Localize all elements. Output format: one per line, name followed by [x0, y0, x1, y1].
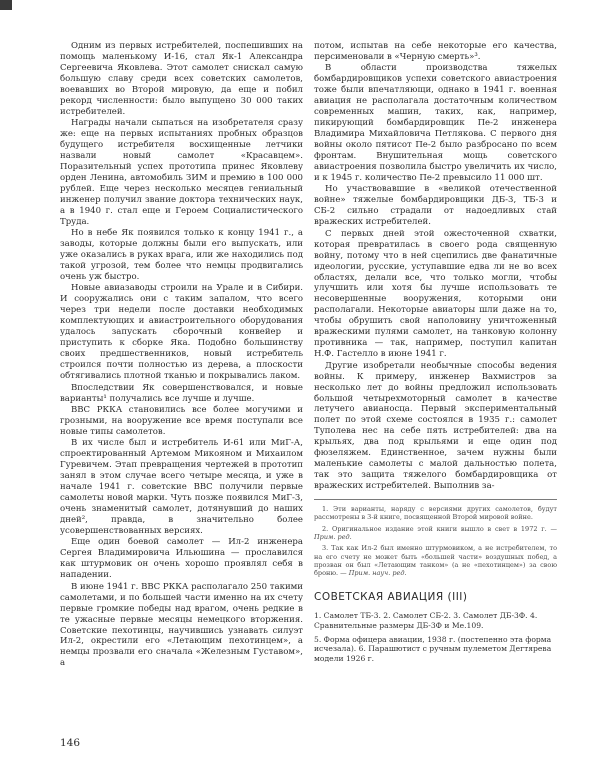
footnote: 1. Эти варианты, наряду с версиями других самолетов, будут рассмотрены в 3-й книге, посвященной Второй мировой войне.: [314, 505, 557, 522]
paragraph: С первых дней этой ожесточенной схватки, которая превратилась в своего рода священную войну, потому что в ней сцепились две фанатичные идеологии, русские, уступавшие едва ли не во всех областях, делали все, что только могли, чтобы улучшить или хотя бы лучше использовать те несовершенные вооружения, которыми они располагали. Некоторые авиаторы шли даже на то, чтобы обрушить свой наполовину уничтоженный вражескими пулями самолет, на танковую колонну противника — так, например, поступил капитан Н.Ф. Гастелло в июне 1941 г.: [314, 228, 557, 360]
paragraph: Но в небе Як появился только к концу 1941 г., а заводы, которые должны были его выпускать, или уже оказались в руках врага, или же находились под такой угрозой, тем более что немцы продвигались очень уж быстро.: [60, 228, 303, 283]
paragraph: Новые авиазаводы строили на Урале и в Сибири. И сооружались они с таким запалом, что всего через три недели после доставки необходимых комплектующих и авиастроительного оборудования удалось запускать сборочный конвейер и приступить к сборке Яка. Подобно большинству своих предшественников, новый истребитель строился почти полностью из дерева, а плоскости обтягивались плотной тканью и покрывались лаком.: [60, 283, 303, 382]
paragraph: В области производства тяжелых бомбардировщиков успехи советского авиастроения тоже были впечатляющи, однако в 1941 г. военная авиация не располагала достаточным количеством современных машин, таких, как, например, пикирующий бомбардировщик Пе-2 инженера Владимира Михайловича Петлякова. С первого дня войны около пятисот Пе-2 было разбросано по всем фронтам. Внушительная мощь советского авиастроения позволила быстро увеличить их число, и к 1945 г. количество Пе-2 превысило 11 000 шт.: [314, 63, 557, 183]
section-heading: СОВЕТСКАЯ АВИАЦИЯ (III): [314, 591, 468, 604]
paragraph: потом, испытав на себе некоторые его качества, персименовали в «Черную смерть»³.: [314, 41, 557, 62]
right-text-column: [314, 41, 557, 668]
scan-corner-mark: [0, 0, 12, 10]
paragraph: Еще один боевой самолет — Ил-2 инженера Сергея Владимировича Ильюшина — прославился как штурмовик он очень хорошо проявлял себя в нападении.: [60, 537, 303, 581]
footnote-divider: [314, 499, 557, 500]
paragraph: Одним из первых истребителей, поспешивших на помощь маленькому И-16, стал Як-1 Александра Сергеевича Яковлева. Этот самолет снискал самую большую славу среди всех советских самолетов, воевавших во Второй мировую, да еще и побил рекорд численности: было выпущено 30 000 таких истребителей.: [60, 41, 303, 117]
paragraph: В июне 1941 г. ВВС РККА располагало 250 такими самолетами, и по большей части именно на их счету первые громкие победы над врагом, очень редкие в те ужасные первые месяцы немецкого вторжения. Советские пехотинцы, научившись узнавать силуэт Ил-2, окрестили его «Летающим пехотинцем», а немцы прозвали его сначала «Железным Густавом», а: [60, 581, 303, 669]
page-number: 146: [60, 737, 81, 749]
paragraph: Награды начали сыпаться на изобретателя сразу же: еще на первых испытаниях пробных образцов будущего истребителя восхищенные летчики назвали новый самолет «Красавцем». Поразительный успех прототипа принес Яковлеву орден Ленина, автомобиль ЗИМ и премию в 100 000 рублей. Еще через несколько месяцев гениальный инженер получил звание доктора технических наук, а в 1940 г. стал еще и Героем Социалистического Труда.: [60, 118, 303, 227]
footnote-attribution: Прим. ред.: [314, 532, 352, 541]
paragraph: Но участвовавшие в «великой отечественной войне» тяжелые бомбардировщики ДБ-3, ТБ-3 и СБ-2 сильно страдали от надоедливых стай вражеских истребителей.: [314, 184, 557, 228]
left-text-column: [60, 41, 303, 670]
footnote: 3. Так как Ил-2 был именно штурмовиком, а не истребителем, то на его счету не может быть «большей части» воздушных побед, а прозван он был «Летающим танком» (а не «пехотинцем») за свою броню. — Прим. науч. ред.: [314, 544, 557, 578]
illustration-caption: 1. Самолет ТБ-3. 2. Самолет СБ-2. 3. Самолет ДБ-3Ф. 4. Сравнительные размеры ДБ-3Ф и Ме.109.: [314, 611, 538, 630]
footnote-attribution: Прим. науч. ред.: [348, 569, 407, 578]
paragraph: В их числе был и истребитель И-61 или МиГ-А, спроектированный Артемом Микояном и Михаилом Гуревичем. Этап превращения чертежей в прототип занял в этом случае всего четыре месяца, и уже в начале 1941 г. советские ВВС получили первые самолеты новой марки. Чуть позже появился МиГ-3, очень знаменитый самолет, дотянувший до наших дней², правда, в значительно более усовершенствованных версиях.: [60, 438, 303, 536]
footnote: 2. Оригинальное издание этой книги вышло в свет в 1972 г. — Прим. ред.: [314, 524, 557, 541]
illustration-caption: 5. Форма офицера авиации, 1938 г. (постепенно эта форма исчезала). 6. Парашютист с ручным пулеметом Дегтярева модели 1926 г.: [314, 635, 552, 663]
paragraph: ВВС РККА становились все более могучими и грозными, на вооружение все время поступали все новые типы самолетов.: [60, 404, 303, 437]
paragraph: Другие изобретали необычные способы ведения войны. К примеру, инженер Вахмистров за несколько лет до войны предложил использовать большой четырехмоторный самолет в качестве летучего авианосца. Первый экспериментальный полет по этой схеме состоялся в 1935 г.: самолет Туполева нес на себе пять истребителей: два на крыльях, два под крыльями и еще один под фюзеляжем. Единственное, зачем нужны были маленькие самолеты с малой дальностью полета, так это защита тяжелого бомбардировщика от вражеских истребителей. Выполнив за-: [314, 360, 557, 492]
paragraph: Впоследствии Як совершенствовался, и новые варианты¹ получались все лучше и лучше.: [60, 382, 303, 404]
